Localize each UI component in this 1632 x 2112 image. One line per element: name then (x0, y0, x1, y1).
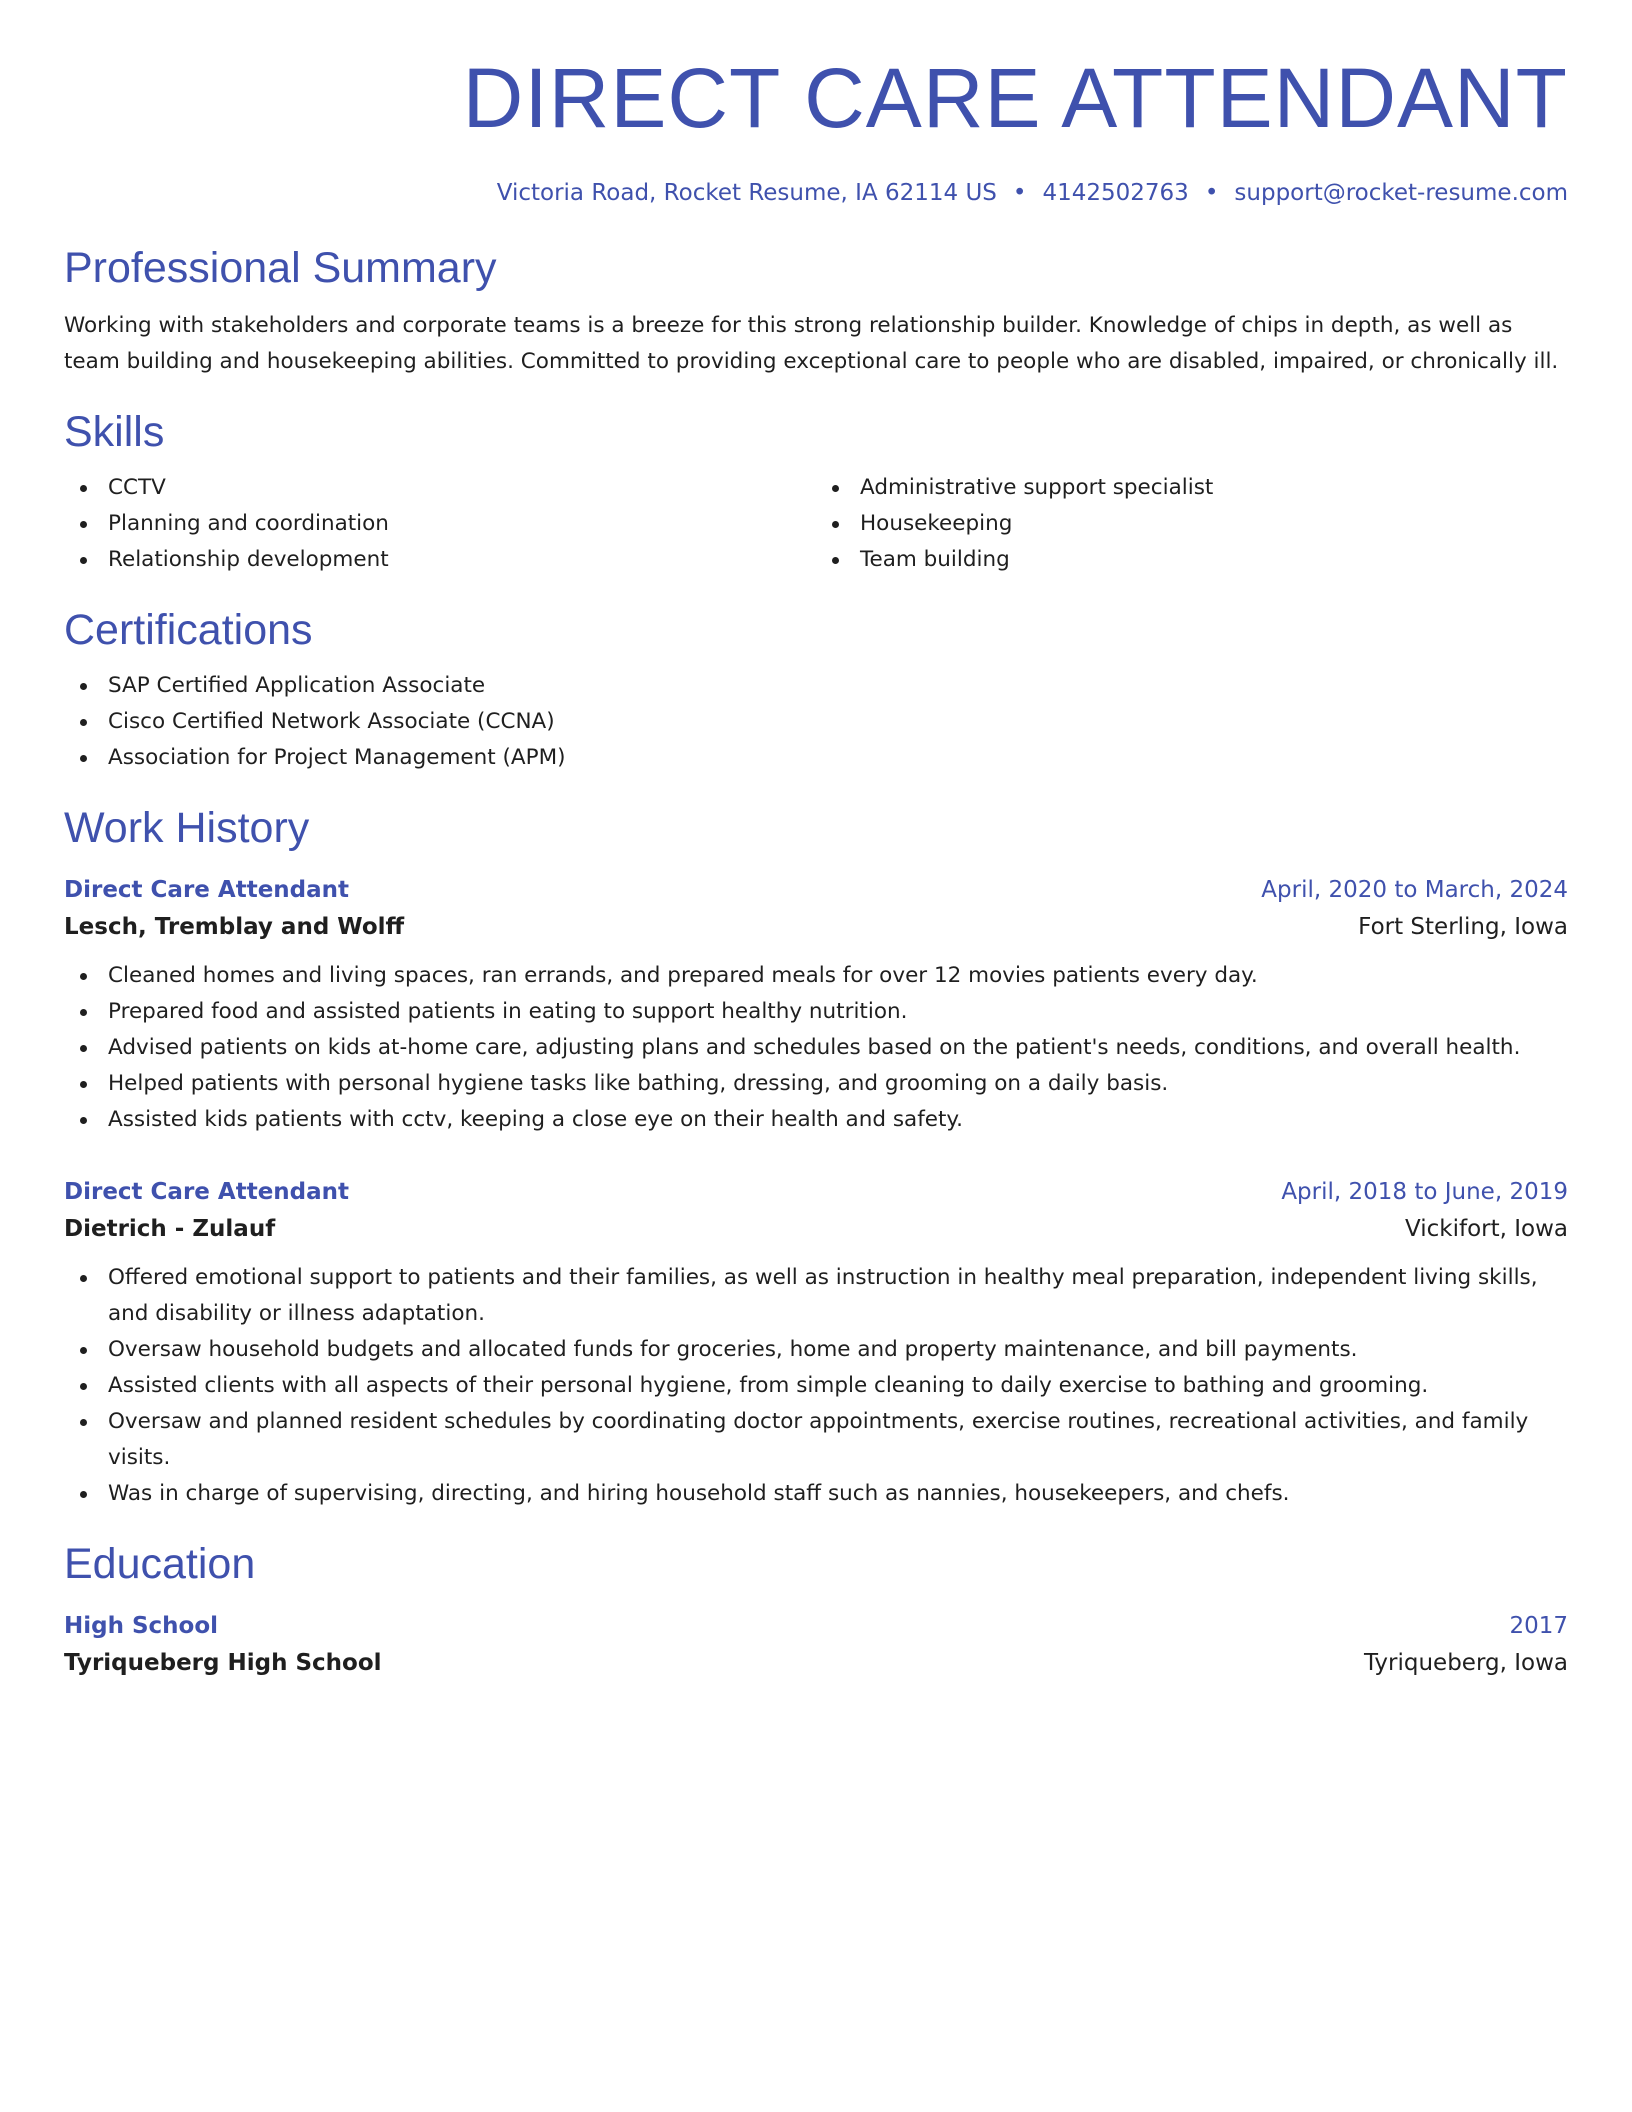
work-history-heading: Work History (64, 804, 310, 852)
summary-section (64, 242, 1568, 380)
skill-item: Housekeeping (816, 506, 1568, 542)
skills-section (64, 406, 1568, 578)
education-school-row (64, 1644, 1568, 1682)
skill-item: Planning and coordination (64, 506, 816, 542)
email-link[interactable]: support@rocket-resume.com (1234, 180, 1568, 206)
job-duty: Oversaw and planned resident schedules by coordinating doctor appointments, exercise routines, recreational activities, and family visits. (64, 1404, 1568, 1476)
address: Victoria Road, Rocket Resume, IA 62114 US (496, 180, 997, 206)
job-role: Direct Care Attendant (64, 877, 350, 903)
skills-grid (64, 470, 1568, 578)
job-location: Fort Sterling, Iowa (1358, 914, 1568, 940)
education-degree-row (64, 1608, 1568, 1644)
job-duty: Oversaw household budgets and allocated funds for groceries, home and property maintenance, and bill payments. (64, 1332, 1568, 1368)
job-duty: Assisted clients with all aspects of their personal hygiene, from simple cleaning to daily exercise to bathing and grooming. (64, 1368, 1568, 1404)
job-employer-row (64, 1210, 1568, 1248)
contact-line (64, 178, 1568, 208)
skills-heading: Skills (64, 408, 165, 456)
certifications-list (64, 668, 1568, 776)
job-entry (64, 1174, 1568, 1512)
certification-item: Association for Project Management (APM) (64, 740, 1568, 776)
education-section (64, 1538, 1568, 1682)
summary-text: Working with stakeholders and corporate teams is a breeze for this strong relationship builder. Knowledge of chips in depth, as well as team building and housekeeping abilities. Committed to providing exceptional care to people who are disabled, impaired, or chronically ill. (64, 313, 1559, 374)
job-duties-list (64, 1260, 1568, 1512)
job-role: Direct Care Attendant (64, 1179, 350, 1205)
job-duties-list (64, 958, 1568, 1138)
certifications-heading: Certifications (64, 606, 313, 654)
work-history-section (64, 802, 1568, 1512)
job-location: Vickifort, Iowa (1405, 1216, 1568, 1242)
education-heading: Education (64, 1540, 256, 1588)
education-school: Tyriqueberg High School (64, 1650, 382, 1676)
job-entry (64, 872, 1568, 1138)
job-duty: Advised patients on kids at-home care, adjusting plans and schedules based on the patient's needs, conditions, and overall health. (64, 1030, 1568, 1066)
certification-item: Cisco Certified Network Associate (CCNA) (64, 704, 1568, 740)
skills-list-left (64, 470, 816, 578)
contact-separator: • (1204, 180, 1219, 206)
job-duty: Prepared food and assisted patients in eating to support healthy nutrition. (64, 994, 1568, 1030)
skill-item: CCTV (64, 470, 816, 506)
summary-heading: Professional Summary (64, 244, 497, 292)
job-duty: Was in charge of supervising, directing, and hiring household staff such as nannies, housekeepers, and chefs. (64, 1476, 1568, 1512)
education-entry (64, 1608, 1568, 1682)
skill-item: Relationship development (64, 542, 816, 578)
phone: 4142502763 (1042, 180, 1189, 206)
education-degree: High School (64, 1613, 219, 1639)
certification-item: SAP Certified Application Associate (64, 668, 1568, 704)
job-title-row (64, 1174, 1568, 1210)
job-duty: Offered emotional support to patients and their families, as well as instruction in healthy meal preparation, independent living skills, and disability or illness adaptation. (64, 1260, 1568, 1332)
certifications-section (64, 604, 1568, 776)
skills-list-right (816, 470, 1568, 578)
job-title-row (64, 872, 1568, 908)
job-employer: Lesch, Tremblay and Wolff (64, 914, 405, 940)
skill-item: Administrative support specialist (816, 470, 1568, 506)
resume-header (64, 50, 1568, 208)
job-duty: Assisted kids patients with cctv, keeping a close eye on their health and safety. (64, 1102, 1568, 1138)
job-employer-row (64, 908, 1568, 946)
education-year: 2017 (1509, 1613, 1568, 1639)
job-dates: April, 2020 to March, 2024 (1261, 877, 1568, 903)
education-location: Tyriqueberg, Iowa (1363, 1650, 1568, 1676)
job-duty: Cleaned homes and living spaces, ran errands, and prepared meals for over 12 movies patients every day. (64, 958, 1568, 994)
candidate-title: DIRECT CARE ATTENDANT (462, 51, 1568, 145)
job-employer: Dietrich - Zulauf (64, 1216, 276, 1242)
skill-item: Team building (816, 542, 1568, 578)
job-duty: Helped patients with personal hygiene tasks like bathing, dressing, and grooming on a daily basis. (64, 1066, 1568, 1102)
contact-separator: • (1012, 180, 1027, 206)
job-dates: April, 2018 to June, 2019 (1281, 1179, 1568, 1205)
